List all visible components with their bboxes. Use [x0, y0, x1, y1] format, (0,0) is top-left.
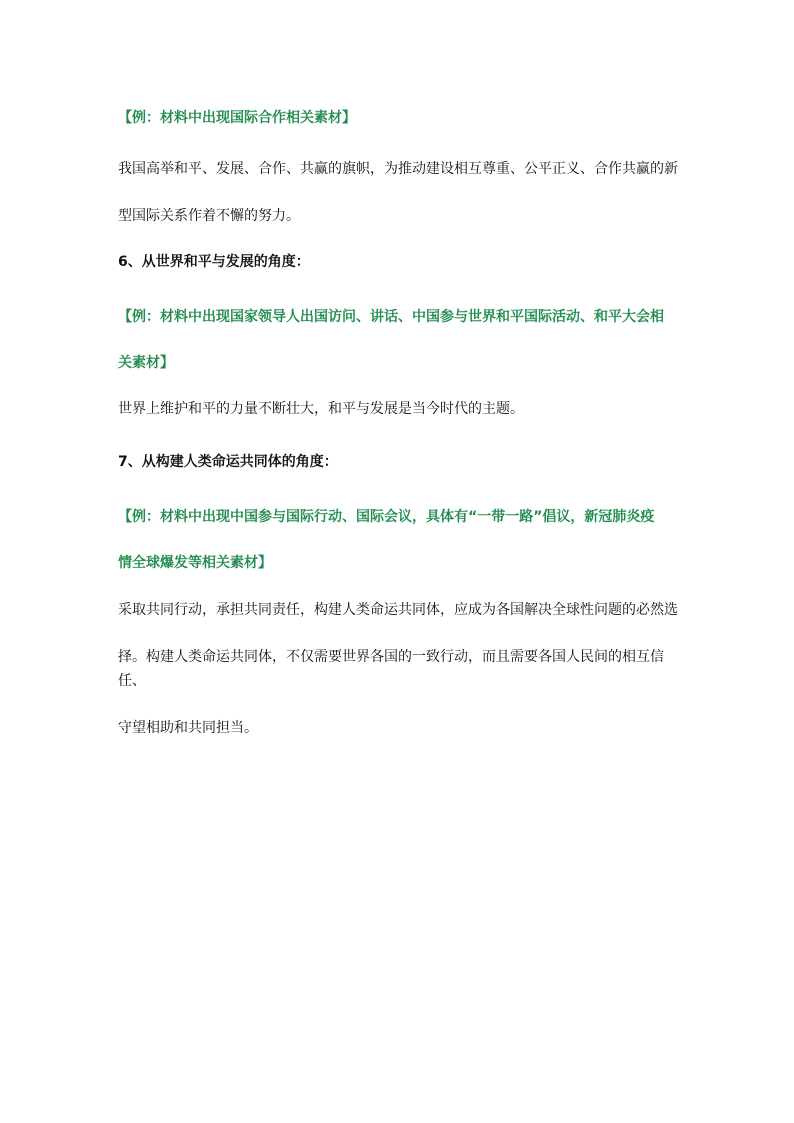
example-note-international-cooperation: [118, 106, 678, 130]
note-line: 情全球爆发等相关素材】: [118, 555, 272, 571]
paragraph-line: 我国高举和平、发展、合作、共赢的旗帜，为推动建设相互尊重、公平正义、合作共赢的新: [118, 161, 678, 177]
note-line: 【例：材料中出现中国参与国际行动、国际会议，具体有“一带一路”倡议，新冠肺炎疫: [118, 509, 655, 525]
document-content: [118, 106, 678, 740]
example-note-belt-and-road: [118, 505, 678, 575]
paragraph-peace-theme: [118, 397, 678, 421]
section-heading-peace-development: [118, 250, 678, 274]
heading-line: 7、从构建人类命运共同体的角度：: [118, 454, 338, 470]
example-note-leaders-visits: [118, 305, 678, 375]
note-line: 【例：材料中出现国际合作相关素材】: [118, 110, 356, 126]
paragraph-international-relations: [118, 157, 678, 228]
paragraph-line: 世界上维护和平的力量不断壮大，和平与发展是当今时代的主题。: [118, 401, 524, 417]
paragraph-line: 择。构建人类命运共同体，不仅需要世界各国的一致行动，而且需要各国人民间的相互信任、: [118, 649, 664, 689]
paragraph-shared-future: [118, 598, 678, 740]
note-line: 【例：材料中出现国家领导人出国访问、讲话、中国参与世界和平国际活动、和平大会相: [118, 309, 664, 325]
section-heading-shared-future: [118, 450, 678, 474]
paragraph-line: 守望相助和共同担当。: [118, 720, 258, 736]
paragraph-line: 型国际关系作着不懈的努力。: [118, 208, 300, 224]
heading-line: 6、从世界和平与发展的角度：: [118, 254, 310, 270]
note-line: 关素材】: [118, 355, 174, 371]
paragraph-line: 采取共同行动，承担共同责任，构建人类命运共同体，应成为各国解决全球性问题的必然选: [118, 602, 678, 618]
